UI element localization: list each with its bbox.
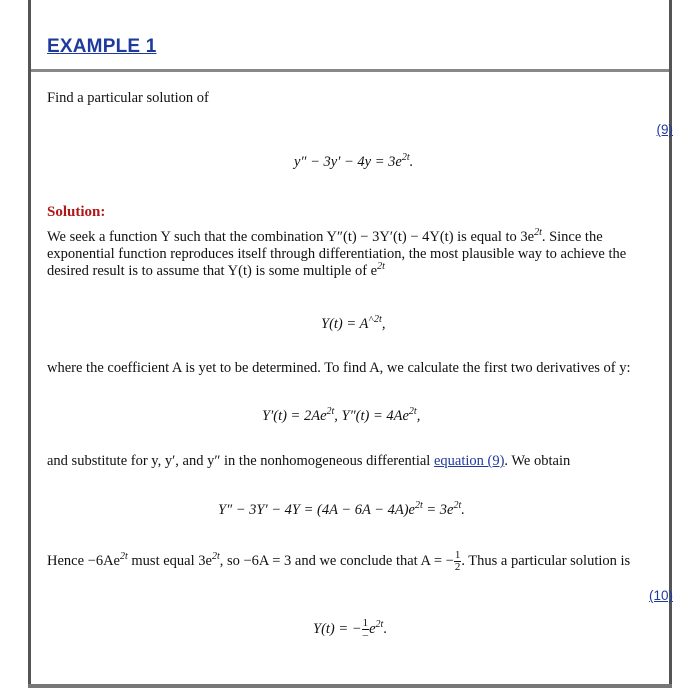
derivatives-text-2: , Y″(t) = 4Ae [334,408,409,424]
exponent: 2t [211,551,220,562]
final-fraction-numerator: 1 [362,617,369,629]
substitution-equation: $Y'' - 3Y' - 4Y = (4A - 6A - 4A)e^{2t} = 3e^{2t}$. [218,500,465,518]
example-title[interactable]: EXAMPLE 1 [47,36,157,57]
hence-c: , so −6A = 3 and we conclude that A = − [219,552,454,569]
solution-intro [47,229,647,280]
derivatives-text-1: Y′(t) = 2Ae [262,408,327,424]
problem-equation-text: y″ − 3y′ − 4y = 3e [294,154,402,170]
exponent: 2t [326,406,335,417]
exponent: 2t [401,152,410,163]
substitute-before: and substitute for y, y′, and y″ in the nonhomogeneous differential [47,453,431,469]
final-equation-text: Y(t) = − [313,620,362,637]
hence-d: . Thus a particular solution is [461,552,631,569]
solution-label: Solution: [47,204,106,220]
substitution-text-1: Y″ − 3Y′ − 4Y = (4A − 6A − 4A)e [218,502,415,518]
final-equation: Y(t) = − $\frac{1}{-}$ $e^{2t}$. [313,617,387,641]
exponent: 2t [377,261,385,273]
trial-equation-text: Y(t) = A [321,316,369,332]
exponent: 2t [120,551,128,562]
hence-b: must equal 3e [127,552,212,569]
substitute-after: . We obtain [504,453,571,469]
exponent: 2t [408,406,417,417]
derivatives-equation: $Y'(t) = 2Ae^{2t}$, $Y''(t) = 4Ae^{2t}$, [262,406,421,424]
problem-equation: $y'' - 3y' - 4y = 3e^{2t}$. [294,152,414,170]
substitution-text-2: = 3e [422,502,454,518]
bottom-divider [28,684,672,688]
exponent: 2t [414,500,423,511]
exponent: 2t [534,227,542,239]
hence-text [47,550,667,573]
exponent: 2t [375,618,384,630]
problem-prompt: Find a particular solution of [47,90,209,106]
hence-a: Hence −6Ae [47,552,120,569]
where-text: where the coefficient A is yet to be determined. To find A, we calculate the first two derivatives of y: [47,360,631,376]
solution-intro-text: We seek a function Y such that the combination Y″(t) − 3Y′(t) − 4Y(t) is equal to 3e [47,229,535,245]
final-fraction: $\frac{1}{-}$ [362,617,369,641]
exponent: 2t [374,314,382,325]
fraction-numerator: 1 [454,549,461,561]
trial-equation: $Y(t) = A^{˄2t}$, [321,314,386,332]
substitute-text [47,453,657,470]
equation-number-9[interactable]: (9) [656,122,673,137]
equation-9-link[interactable]: equation (9) [433,453,505,469]
header-divider [31,69,669,72]
solution-intro-cont: . Since the exponential function reproduces itself through differentiation, the most plausible way to achieve the desired result is to assume that Y(t) is some multiple of e [47,229,627,279]
equation-number-10[interactable]: (10) [648,588,673,603]
exponent: 2t [453,500,462,511]
fraction-denominator: 2 [454,561,461,573]
